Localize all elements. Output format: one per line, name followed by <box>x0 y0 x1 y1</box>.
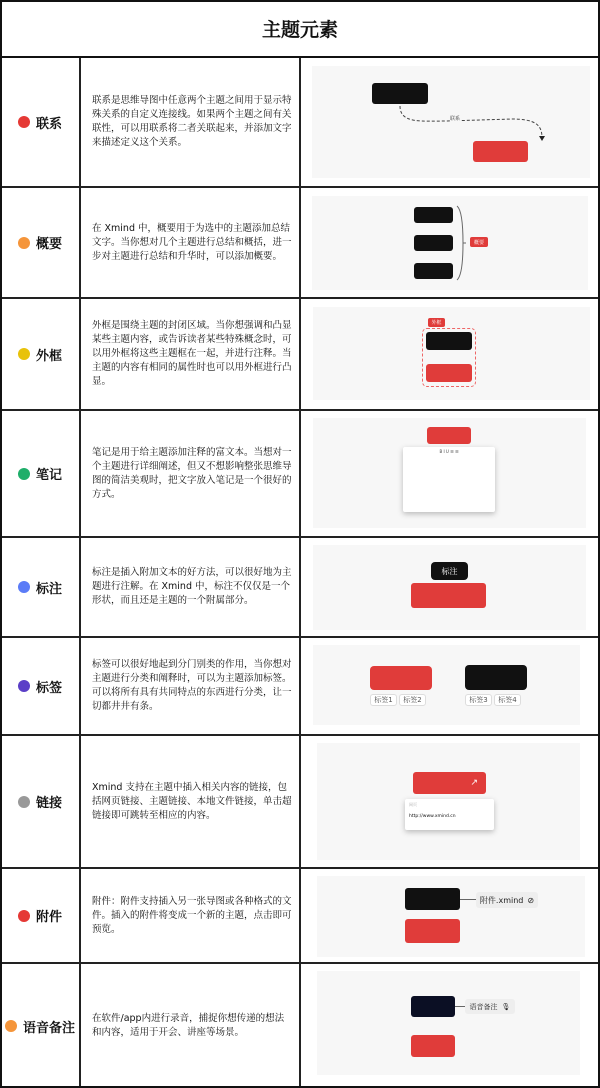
label-chip: 标签3 <box>465 694 492 706</box>
audio-label: 语音备注 <box>469 1002 498 1011</box>
link-caption: 网页 <box>409 802 417 807</box>
description: Xmind 支持在主题中插入相关内容的链接，包括网页链接、主题链接、本地文件链接，单击超链接即可跳转至相应的内容。 <box>92 781 292 821</box>
label-text: 概要 <box>35 237 62 252</box>
description: 在软件/app内进行录音，捕捉你想传递的想法和内容，适用于开会、讲座等场景。 <box>92 1013 285 1038</box>
label-text: 标注 <box>35 581 62 597</box>
description: 标注是插入附加文本的好方法，可以很好地为主题进行注解。在 Xmind 中，标注不仅仅是一个形状，而且还是主题的一个附属部分。 <box>92 567 292 606</box>
label-chip: 标签2 <box>399 694 426 706</box>
label-text: 外框 <box>35 348 62 364</box>
boundary-tag: 外框 <box>428 318 445 327</box>
description: 笔记是用于给主题添加注释的富文本。当想对一个主题进行详细阐述，但又不想影响整张思维导图的简洁美观时，把文字放入笔记是一个很好的方式。 <box>92 446 292 500</box>
label-text: 标签 <box>35 680 62 696</box>
description: 标签可以很好地起到分门别类的作用，当你想对主题进行分类和阐释时，可以为主题添加标签。可以将所有具有共同特点的东西进行分类，让一切都井井有条。 <box>92 659 292 712</box>
callout-bubble: 标注 <box>431 562 468 580</box>
description: 外框是围绕主题的封闭区域。当你想强调和凸显某些主题内容，或告诉读者某些特殊概念时，可以用外框将这些主题框在一起，并进行注释。当主题的内容有相同的属性时也可以用外框进行凸显。 <box>92 320 292 387</box>
label-text: 联系 <box>35 116 62 132</box>
description: 在 Xmind 中，概要用于为选中的主题添加总结文字。当你想对几个主题进行总结和概括，进一步对主题进行总结和升华时，可以添加概要。 <box>92 222 292 262</box>
label-chip: 标签1 <box>370 694 397 706</box>
relationship-label: 联系 <box>450 116 461 122</box>
description: 附件：附件支持插入另一张导图或各种格式的文件。插入的附件将变成一个新的主题，点击即可预览。 <box>92 895 292 935</box>
external-link-icon: ↗ <box>413 772 486 794</box>
label-text: 语音备注 <box>22 1020 75 1036</box>
note-toolbar: B I U ☰ ☰ <box>439 449 459 454</box>
label-text: 笔记 <box>35 468 62 483</box>
attachment-name: 附件.xmind <box>479 895 524 905</box>
label-text: 附件 <box>35 910 62 925</box>
link-input: http://www.xmind.cn <box>409 814 456 819</box>
microphone-icon: 🎙 <box>501 1002 511 1011</box>
label-chip: 标签4 <box>494 694 521 706</box>
description: 联系是思维导图中任意两个主题之间用于显示特殊关系的自定义连接线。如果两个主题之间有关联性，可以用联系将二者关联起来，并添加文字来描述定义这个关系。 <box>92 95 292 148</box>
summary-tag: 概要 <box>470 237 488 247</box>
label-text: 链接 <box>35 796 62 811</box>
paperclip-icon: ⊘ <box>527 895 535 905</box>
page-title: 主题元素 <box>0 0 600 58</box>
